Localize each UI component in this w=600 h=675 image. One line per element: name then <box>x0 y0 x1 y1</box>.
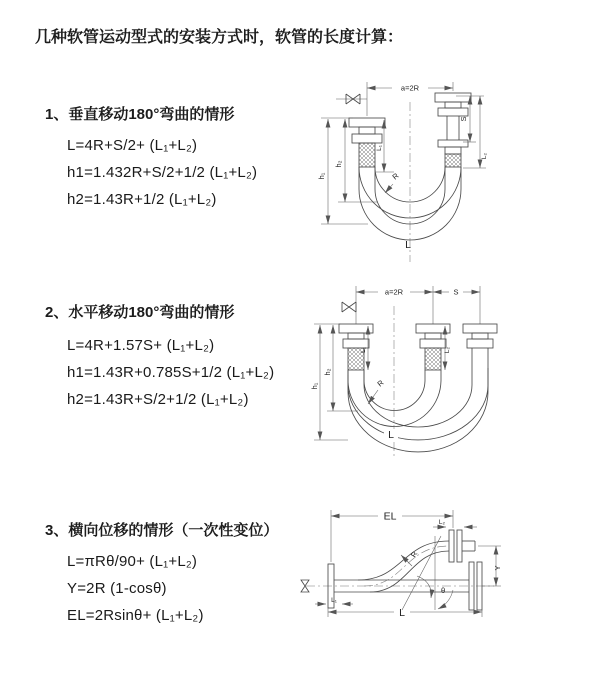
h-inner-label: h₂ <box>323 368 332 376</box>
formula-h1: h1=1.432R+S/2+1/2 (L₁+L₂) <box>67 164 258 181</box>
page-title: 几种软管运动型式的安装方式时，软管的长度计算： <box>35 29 404 46</box>
top-right-flange <box>449 530 475 562</box>
section-vertical-movement <box>45 103 257 213</box>
radius-label: R <box>375 378 386 389</box>
dimension-el <box>331 510 453 562</box>
h-outer-label: h₁ <box>317 172 326 180</box>
section-horizontal-movement <box>45 301 274 413</box>
hose-braid <box>425 348 441 370</box>
formula-el: EL=2Rsinθ+ (L₁+L₂) <box>67 607 204 624</box>
left-fitting <box>349 118 385 167</box>
diagram-lateral-displacement <box>298 500 600 652</box>
dimension-h-outer <box>310 324 348 440</box>
length-label: L <box>388 429 394 441</box>
formula-h1: h1=1.43R+0.785S+1/2 (L₁+L₂) <box>67 364 275 381</box>
angle-label: θ <box>441 586 446 595</box>
section-1-heading: 1、垂直移动180°弯曲的情形 <box>45 106 235 123</box>
radius-leader <box>368 378 386 404</box>
radius-leader <box>385 171 401 193</box>
span-label: a=2R <box>384 287 404 297</box>
hose-braid <box>359 143 375 167</box>
dimension-left-fitting <box>315 597 353 604</box>
radius-label: R <box>408 549 420 559</box>
right-fitting-label: L₂ <box>438 519 446 526</box>
right-fitting-label: L₂ <box>444 346 451 354</box>
right-fitting <box>435 93 471 167</box>
valve-icon <box>336 94 367 104</box>
hose-s-curve <box>358 541 449 592</box>
stroke-label: S <box>459 116 468 122</box>
el-label: EL <box>383 510 397 523</box>
formula-length: L=4R+1.57S+ (L₁+L₂) <box>67 337 215 354</box>
h-outer-label: h₁ <box>310 382 319 390</box>
length-label: L <box>399 607 405 619</box>
valve-icon <box>342 302 356 312</box>
diagram-horizontal-180-bend <box>306 280 600 462</box>
length-label: L <box>405 239 411 251</box>
left-fitting-label: L₁ <box>360 347 367 353</box>
formula-offset-y: Y=2R (1-cosθ) <box>67 580 167 597</box>
dimension-right-fitting <box>463 96 488 168</box>
offset-label: Y <box>493 565 502 571</box>
dimension-right-fitting <box>433 519 477 527</box>
dimension-length <box>328 607 482 619</box>
section-3-heading: 3、横向位移的情形（一次性变位） <box>45 522 279 539</box>
angle-construction <box>402 536 453 610</box>
formula-h2: h2=1.43R+1/2 (L₁+L₂) <box>67 191 217 208</box>
formula-length: L=4R+S/2+ (L₁+L₂) <box>67 137 198 154</box>
hose-curves <box>348 360 488 452</box>
left-fitting-label: L₁ <box>376 145 383 151</box>
right-fitting <box>463 324 497 360</box>
h-inner-label: h₂ <box>334 160 343 168</box>
section-lateral-displacement <box>45 519 278 629</box>
formula-length: L=πRθ/90+ (L₁+L₂) <box>67 553 198 570</box>
hose-braid <box>445 154 461 167</box>
section-2-heading: 2、水平移动180°弯曲的情形 <box>45 304 235 321</box>
stroke-label: S <box>453 287 459 297</box>
dimension-left-fitting <box>376 120 394 172</box>
span-label: a=2R <box>400 83 420 93</box>
dimension-span <box>356 286 480 324</box>
formula-h2: h2=1.43R+S/2+1/2 (L₁+L₂) <box>67 391 249 408</box>
left-fitting-label: L₁ <box>331 597 337 604</box>
radius-label: R <box>390 171 401 182</box>
diagram-vertical-180-bend <box>308 72 593 270</box>
right-fitting-label: L₂ <box>481 152 488 160</box>
